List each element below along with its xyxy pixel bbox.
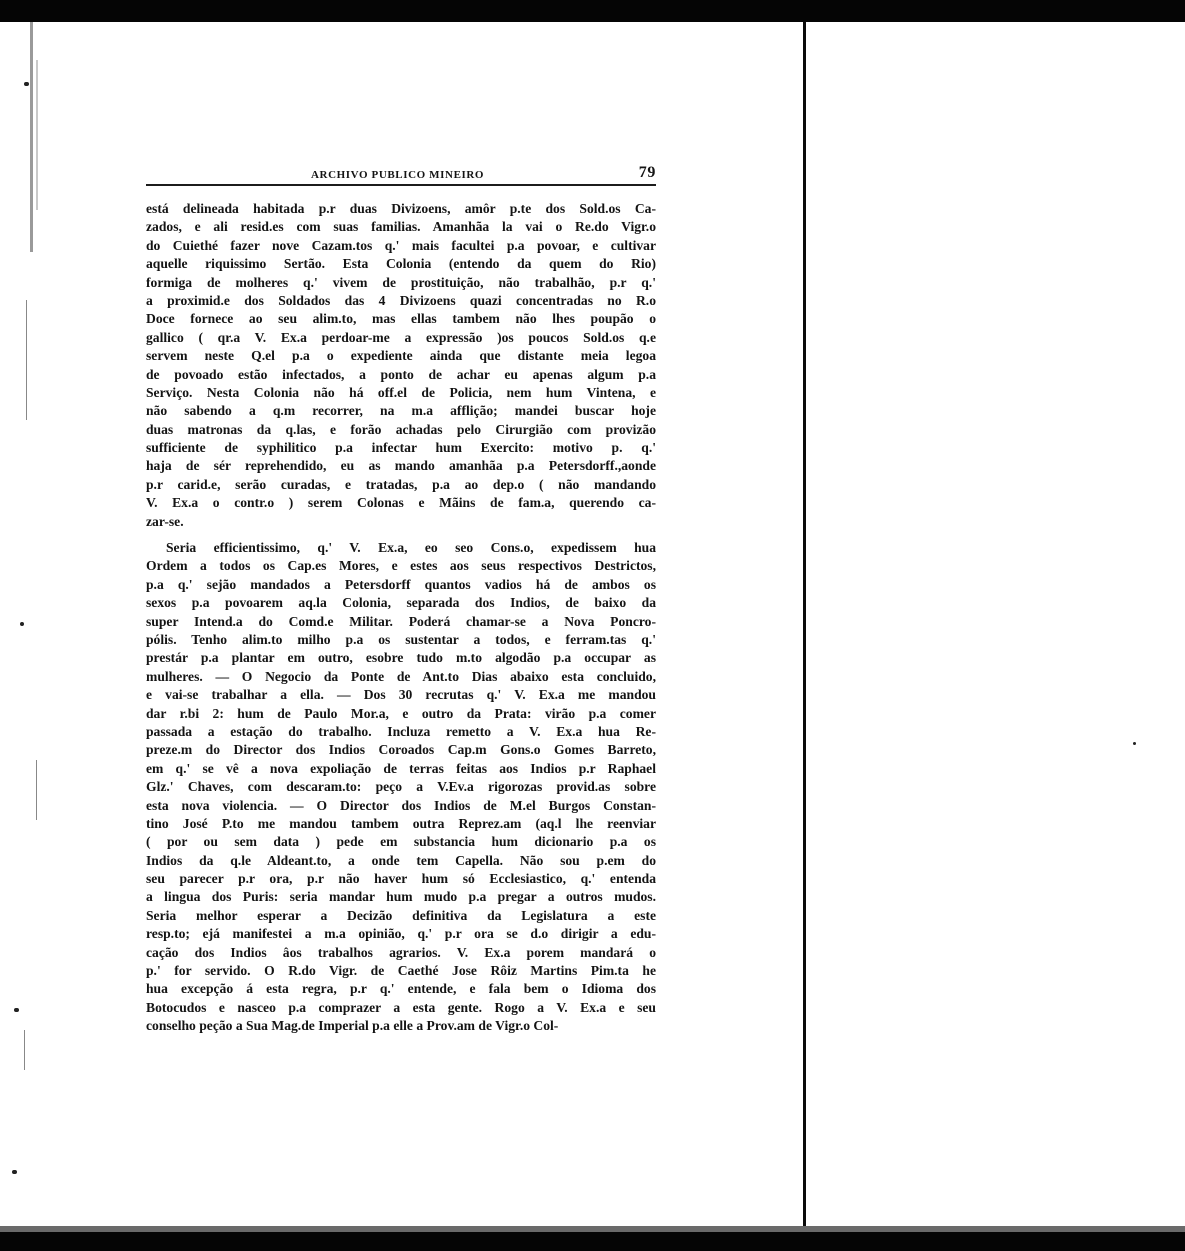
text-line: Glz.' Chaves, com descaram.to: peço a V.Ev.a rigorozas provid.as sobre — [146, 779, 656, 795]
text-line: pólis. Tenho alim.to milho p.a os sustentar a todos, e ferram.tas q.' — [146, 631, 656, 647]
text-line: Botocudos e nasceo p.a comprazer a esta gente. Rogo a V. Ex.a e seu — [146, 999, 656, 1015]
text-line: Doce fornece ao seu alim.to, mas ellas tambem não lhes poupão o — [146, 311, 656, 327]
scan-bottom-border — [0, 1232, 1185, 1251]
scan-speck — [12, 1170, 17, 1174]
text-line: cação dos Indios âos trabalhos agrarios. V. Ex.a porem mandará o — [146, 944, 656, 960]
text-line: Ordem a todos os Cap.es Mores, e estes aos seus respectivos Destrictos, — [146, 558, 656, 574]
text-line: conselho peção a Sua Mag.de Imperial p.a elle a Prov.am de Vigr.o Col- — [146, 1018, 559, 1034]
page-number: 79 — [638, 164, 656, 181]
scan-speck — [1133, 742, 1136, 745]
text-line: de povoado estão infectados, a ponto de achar eu apenas algum p.a — [146, 366, 656, 382]
text-line: haja de sér reprehendido, eu as mando amanhãa p.a Petersdorff.,aonde — [146, 458, 656, 474]
text-line: resp.to; ejá manifestei a m.a opinião, q.' p.r ora se d.o dirigir a edu- — [146, 926, 656, 942]
text-line: Indios da q.le Aldeant.to, a onde tem Capella. Não sou p.em do — [146, 852, 656, 868]
text-line: Seria melhor esperar a Decizão definitiva da Legislatura a este — [146, 907, 656, 923]
text-line: hua excepção á esta regra, p.r q.' entende, e fala bem o Idioma dos — [146, 981, 656, 997]
text-line: mulheres. — O Negocio da Ponte de Ant.to Dias abaixo esta concluido, — [146, 668, 656, 684]
text-line: a proximid.e dos Soldados das 4 Divizoens quazi concentradas no R.o — [146, 292, 656, 308]
text-line: em q.' se vê a nova expoliação de terras feitas aos Indios p.r Raphael — [146, 760, 656, 776]
text-line: esta nova violencia. — O Director dos Indios de M.el Burgos Constan- — [146, 797, 656, 813]
text-line: do Cuiethé fazer nove Cazam.tos q.' mais facultei p.a povoar, e cultivar — [146, 237, 656, 253]
text-line: servem neste Q.el p.a o expediente ainda que distante meia legoa — [146, 348, 656, 364]
text-line: seu parecer p.r ora, p.r não haver hum só Ecclesiastico, q.' entenda — [146, 871, 656, 887]
text-line: e vai-se trabalhar a ella. — Dos 30 recrutas q.' V. Ex.a me mandou — [146, 687, 656, 703]
text-line: dar r.bi 2: hum de Paulo Mor.a, e outro da Prata: virão p.a comer — [146, 705, 656, 721]
text-line: passada a estação do trabalho. Incluza remetto a V. Ex.a hua Re- — [146, 723, 656, 739]
paragraph-1 — [146, 200, 656, 531]
scan-speck — [14, 1008, 19, 1012]
scan-top-border — [0, 0, 1185, 22]
text-line: formiga de molheres q.' vivem de prostituição, não trabalhão, p.r q.' — [146, 274, 656, 290]
running-title: ARCHIVO PUBLICO MINEIRO — [311, 169, 485, 181]
text-line: está delineada habitada p.r duas Divizoens, amôr p.te dos Sold.os Ca- — [146, 201, 656, 216]
scan-speck — [20, 622, 24, 626]
text-line: Seria efficientissimo, q.' V. Ex.a, eo seo Cons.o, expedissem hua — [166, 540, 656, 556]
scan-mark — [24, 1030, 25, 1070]
text-line: zar-se. — [146, 513, 184, 529]
page-header — [146, 160, 656, 184]
text-line: ( por ou sem data ) pede em substancia hum dicionario p.a os — [146, 834, 656, 850]
text-line: p.' for servido. O R.do Vigr. de Caethé Jose Rôiz Martins Pim.ta he — [146, 963, 656, 979]
text-line: p.a q.' sejão mandados a Petersdorff quantos vadios há de ambos os — [146, 576, 656, 592]
page-edge-shadow-secondary — [36, 60, 38, 210]
text-line: sexos p.a povoarem aq.la Colonia, separada dos Indios, de baixo da — [146, 595, 656, 611]
text-line: prestár p.a plantar em outro, esobre tudo m.to algodão p.a occupar as — [146, 650, 656, 666]
header-rule — [146, 184, 656, 186]
page-edge-shadow — [30, 22, 33, 252]
text-line: sufficiente de syphilitico p.a infectar hum Exercito: motivo p. q.' — [146, 440, 656, 456]
text-line: p.r carid.e, serão curadas, e tratadas, p.a ao dep.o ( não mandando — [146, 476, 656, 492]
text-line: aquelle riquissimo Sertão. Esta Colonia (entendo da quem do Rio) — [146, 256, 656, 272]
scan-speck — [24, 82, 29, 86]
text-line: preze.m do Director dos Indios Coroados Cap.m Gons.o Gomes Barreto, — [146, 742, 656, 758]
text-line: duas matronas da q.las, e forão achadas pelo Cirurgião com provizão — [146, 421, 656, 437]
scan-mark — [26, 300, 27, 420]
paragraph-2 — [146, 539, 656, 1036]
text-line: não sabendo a q.m recorrer, na m.a afflição; mandei buscar hoje — [146, 403, 656, 419]
text-line: tino José P.to me mandou tambem outra Reprez.am (aq.l lhe reenviar — [146, 815, 656, 831]
text-line: zados, e ali resid.es com suas familias. Amanhãa la vai o Re.do Vigr.o — [146, 219, 656, 235]
text-line: super Intend.a do Comd.e Militar. Poderá chamar-se a Nova Poncro- — [146, 613, 656, 629]
text-line: a lingua dos Puris: seria mandar hum mudo p.a pregar a outros mudos. — [146, 889, 656, 905]
text-line: gallico ( qr.a V. Ex.a perdoar-me a expressão )os poucos Sold.os q.e — [146, 329, 656, 345]
text-line: Serviço. Nesta Colonia não há off.el de Policia, nem hum Vintena, e — [146, 384, 656, 400]
book-spine-line — [803, 22, 806, 1226]
scan-mark — [36, 760, 37, 820]
text-line: V. Ex.a o contr.o ) serem Colonas e Mãins de fam.a, querendo ca- — [146, 495, 656, 511]
book-page — [146, 160, 656, 1036]
